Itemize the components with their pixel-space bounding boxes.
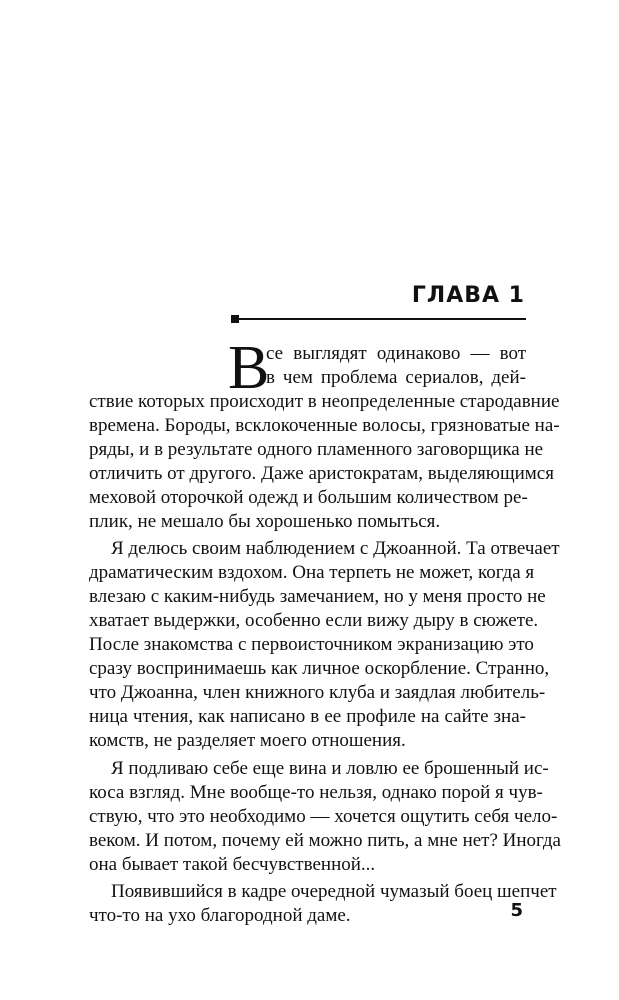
text-line: плик, не мешало бы хорошенько помыться. [89,511,441,532]
text-line: веком. И потом, почему ей можно пить, а мне нет? Иногда [89,830,561,851]
text-line: что Джоанна, член книжного клуба и заядлая любитель- [89,682,546,703]
text-line: ница чтения, как написано в ее профиле на сайте зна- [89,706,526,727]
text-line: коса взгляд. Мне вообще-то нельзя, однако порой я чув- [89,782,543,803]
text-line: она бывает такой бесчувственной... [89,854,376,875]
text-line: хватает выдержки, особенно если вижу дыру в сюжете. [89,610,539,631]
page-number: 5 [510,900,523,921]
text-line: ряды, и в результате одного пламенного заговорщика не [89,439,544,460]
text-line: Я делюсь своим наблюдением с Джоанной. Та отвечает [111,538,560,559]
text-line: ствую, что это необходимо — хочется ощутить себя чело- [89,806,558,827]
drop-cap: В [228,334,270,402]
chapter-rule [237,318,526,320]
text-line: комств, не разделяет моего отношения. [89,730,406,751]
text-line: влезаю с каким-нибудь замечанием, но у меня просто не [89,586,546,607]
text-line: отличить от другого. Даже аристократам, выделяющимся [89,463,554,484]
text-line: После знакомства с первоисточником экранизацию это [89,634,534,655]
text-line: Появившийся в кадре очередной чумазый боец шепчет [111,881,557,902]
text-line: ствие которых происходит в неопределенные стародавние [89,391,560,412]
text-line: Я подливаю себе еще вина и ловлю ее брошенный ис- [111,758,549,779]
chapter-title: ГЛАВА 1 [411,283,525,308]
text-line: в чем проблема сериалов, дей- [266,367,526,388]
text-line: меховой оторочкой одежд и большим количеством ре- [89,487,528,508]
text-line: драматическим вздохом. Она терпеть не может, когда я [89,562,535,583]
text-line: времена. Бороды, всклокоченные волосы, грязноватые на- [89,415,560,436]
text-line: что-то на ухо благородной даме. [89,905,351,926]
text-line: сразу воспринимаешь как личное оскорбление. Странно, [89,658,550,679]
text-line: се выглядят одинаково — вот [266,343,526,364]
